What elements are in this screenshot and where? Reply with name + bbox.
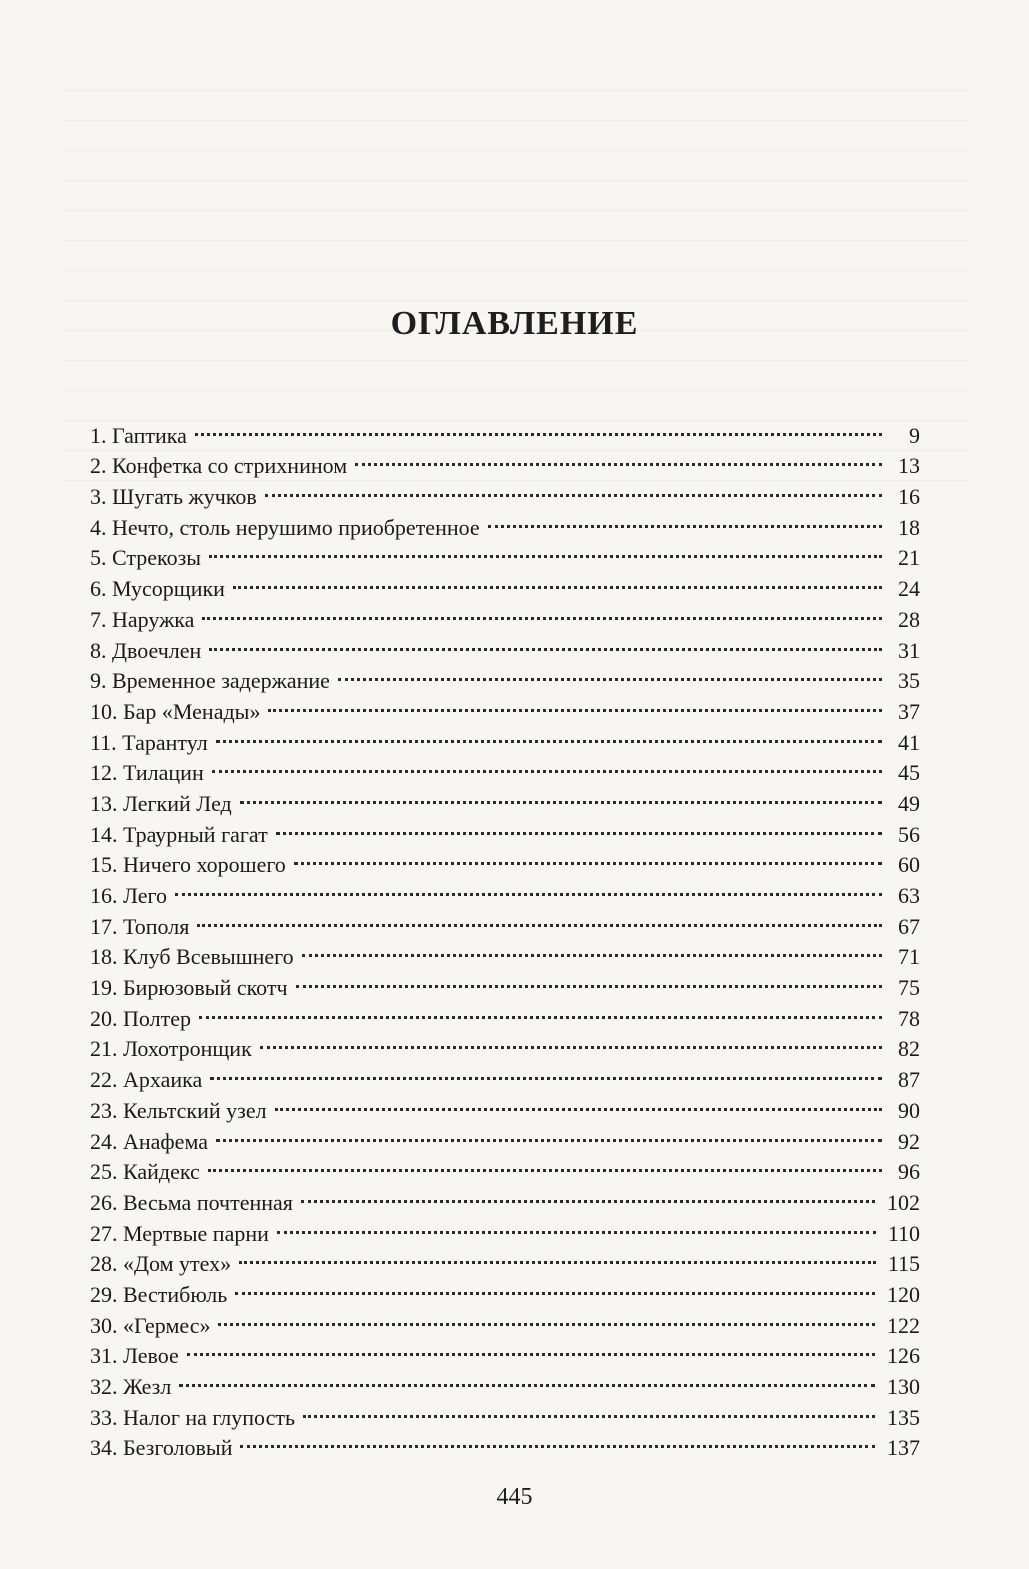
toc-entry-page: 35 <box>898 668 920 694</box>
toc-entry <box>90 1363 920 1399</box>
toc-entry-page: 90 <box>898 1097 920 1123</box>
show-through-line <box>60 90 969 121</box>
toc-dot-leader <box>195 412 886 443</box>
toc-entry-title: 20. Полтер <box>90 1005 191 1031</box>
toc-entry-title: 10. Бар «Менады» <box>90 698 261 724</box>
toc-dot-leader <box>212 750 886 781</box>
toc-entry-title: 21. Лохотронщик <box>90 1036 252 1062</box>
toc-entry-title: 32. Жезл <box>90 1374 172 1399</box>
toc-entry-page: 120 <box>887 1281 920 1307</box>
toc-dot-leader <box>202 596 886 627</box>
toc-entry <box>90 1056 920 1093</box>
toc-entry-page: 115 <box>887 1251 920 1277</box>
toc-entry-page: 18 <box>898 514 920 540</box>
toc-entry <box>90 1333 920 1369</box>
toc-entry-title: 31. Левое <box>90 1343 179 1369</box>
toc-dot-leader <box>240 1425 879 1456</box>
toc-entry-title: 12. Тилацин <box>90 760 204 786</box>
toc-entry-title: 3. Шугать жучков <box>90 484 257 510</box>
toc-entry <box>90 934 920 970</box>
toc-entry-title: 1. Гаптика <box>90 422 187 448</box>
toc-entry <box>90 1026 920 1062</box>
toc-entry <box>90 596 920 632</box>
toc-entry-title: 2. Конфетка со стрихнином <box>90 453 348 479</box>
toc-dot-leader <box>208 1149 886 1180</box>
show-through-line <box>60 360 969 391</box>
toc-entry-page: 63 <box>898 883 920 908</box>
toc-entry <box>90 903 920 939</box>
toc-dot-leader <box>296 964 886 995</box>
page-title: ОГЛАВЛЕНИЕ <box>390 304 639 342</box>
toc-entry-page: 9 <box>909 422 920 448</box>
toc-dot-leader <box>294 842 886 873</box>
toc-entry <box>90 627 920 663</box>
toc-entry-title: 33. Налог на глупость <box>90 1404 296 1430</box>
toc-dot-leader <box>239 1241 880 1272</box>
toc-entry-page: 75 <box>898 975 920 1001</box>
toc-entry-title: 11. Тарантул <box>90 729 208 755</box>
toc-entry-page: 87 <box>898 1067 920 1093</box>
toc-entry-title: 14. Траурный гагат <box>90 821 268 847</box>
show-through-line <box>60 210 969 241</box>
toc-entry-page: 49 <box>898 790 920 816</box>
toc-entry-title: 34. Безголовый <box>90 1435 233 1461</box>
toc-entry-page: 13 <box>898 453 920 479</box>
toc-entry <box>90 1179 920 1215</box>
toc-entry-title: 15. Ничего хорошего <box>90 852 286 878</box>
toc-entry-title: 23. Кельтский узел <box>90 1097 267 1123</box>
toc-entry-title: 22. Архаика <box>90 1067 203 1093</box>
toc-entry <box>90 780 920 816</box>
toc-dot-leader <box>216 1118 886 1149</box>
toc-entry-page: 45 <box>898 760 920 786</box>
toc-entry-title: 17. Тополя <box>90 913 190 939</box>
toc-entry-title: 16. Лего <box>90 883 168 908</box>
toc-entry <box>90 1394 920 1430</box>
toc-entry-page: 126 <box>887 1343 920 1369</box>
toc-dot-leader <box>187 1333 879 1364</box>
toc-dot-leader <box>175 872 886 903</box>
toc-entry-page: 78 <box>898 1005 920 1031</box>
toc-entry-title: 24. Анафема <box>90 1128 208 1154</box>
toc-dot-leader <box>240 780 886 811</box>
toc-dot-leader <box>197 903 886 934</box>
toc-entry-title: 19. Бирюзовый скотч <box>90 975 288 1001</box>
toc-dot-leader <box>218 1302 879 1333</box>
toc-entry-title: 9. Временное задержание <box>90 668 330 694</box>
toc-entry-page: 92 <box>898 1128 920 1154</box>
toc-dot-leader <box>260 1026 886 1057</box>
toc-entry-page: 102 <box>887 1189 920 1215</box>
toc-entry <box>90 535 920 571</box>
show-through-line <box>60 150 969 181</box>
toc-entry-page: 137 <box>887 1435 920 1461</box>
toc-dot-leader <box>179 1363 879 1394</box>
toc-dot-leader <box>355 443 886 474</box>
toc-dot-leader <box>210 1056 886 1087</box>
show-through-line <box>60 270 969 301</box>
toc-entry-title: 29. Вестибюль <box>90 1281 228 1307</box>
toc-dot-leader <box>209 535 886 566</box>
toc-dot-leader <box>268 688 886 719</box>
table-of-contents <box>90 412 920 1461</box>
toc-dot-leader <box>302 934 886 965</box>
toc-entry-title: 7. Наружка <box>90 606 195 632</box>
toc-entry-page: 60 <box>898 852 920 878</box>
toc-entry-page: 135 <box>887 1404 920 1430</box>
toc-dot-leader <box>216 719 886 750</box>
toc-entry <box>90 872 920 908</box>
toc-dot-leader <box>276 811 886 842</box>
toc-entry-page: 96 <box>898 1159 920 1185</box>
toc-dot-leader <box>488 504 886 535</box>
show-through-line <box>60 240 969 271</box>
toc-entry-page: 82 <box>898 1036 920 1062</box>
toc-dot-leader <box>265 473 886 504</box>
toc-entry-page: 24 <box>898 576 920 602</box>
toc-dot-leader <box>275 1087 886 1118</box>
toc-dot-leader <box>338 658 886 689</box>
toc-entry-page: 16 <box>898 484 920 510</box>
toc-entry-title: 4. Нечто, столь нерушимо приобретенное <box>90 514 480 540</box>
show-through-line <box>60 120 969 151</box>
show-through-line <box>60 180 969 211</box>
toc-entry-title: 8. Двоечлен <box>90 637 202 663</box>
toc-entry <box>90 658 920 694</box>
toc-entry <box>90 443 920 479</box>
toc-dot-leader <box>277 1210 880 1241</box>
toc-dot-leader <box>209 627 886 658</box>
toc-entry-page: 71 <box>898 944 920 970</box>
toc-entry-title: 27. Мертвые парни <box>90 1220 269 1246</box>
toc-entry <box>90 750 920 786</box>
toc-dot-leader <box>303 1394 879 1425</box>
toc-entry-title: 26. Весьма почтенная <box>90 1189 293 1215</box>
toc-entry-page: 56 <box>898 821 920 847</box>
toc-entry-page: 41 <box>898 729 920 755</box>
toc-entry-title: 25. Кайдекс <box>90 1159 200 1185</box>
toc-entry-title: 13. Легкий Лед <box>90 790 232 816</box>
toc-entry-page: 110 <box>887 1220 920 1246</box>
toc-entry-page: 67 <box>898 913 920 939</box>
toc-entry <box>90 412 920 448</box>
toc-dot-leader <box>199 995 886 1026</box>
toc-entry-title: 18. Клуб Всевышнего <box>90 944 294 970</box>
toc-entry-title: 6. Мусорщики <box>90 576 225 602</box>
toc-dot-leader <box>301 1179 879 1210</box>
toc-entry-page: 21 <box>898 545 920 571</box>
toc-entry-page: 122 <box>887 1312 920 1338</box>
toc-entry <box>90 565 920 602</box>
toc-entry-page: 28 <box>898 606 920 632</box>
toc-dot-leader <box>233 565 886 596</box>
toc-dot-leader <box>235 1271 879 1302</box>
toc-entry-title: 5. Стрекозы <box>90 545 202 571</box>
page-number: 445 <box>496 1484 533 1510</box>
toc-entry <box>90 995 920 1031</box>
toc-entry-page: 130 <box>887 1374 920 1399</box>
toc-entry-title: 28. «Дом утех» <box>90 1251 232 1277</box>
toc-entry-title: 30. «Гермес» <box>90 1312 211 1338</box>
toc-entry <box>90 1149 920 1185</box>
show-through-line <box>60 60 969 91</box>
toc-entry-page: 31 <box>898 637 920 663</box>
toc-entry <box>90 1087 920 1123</box>
toc-entry-page: 37 <box>898 698 920 724</box>
